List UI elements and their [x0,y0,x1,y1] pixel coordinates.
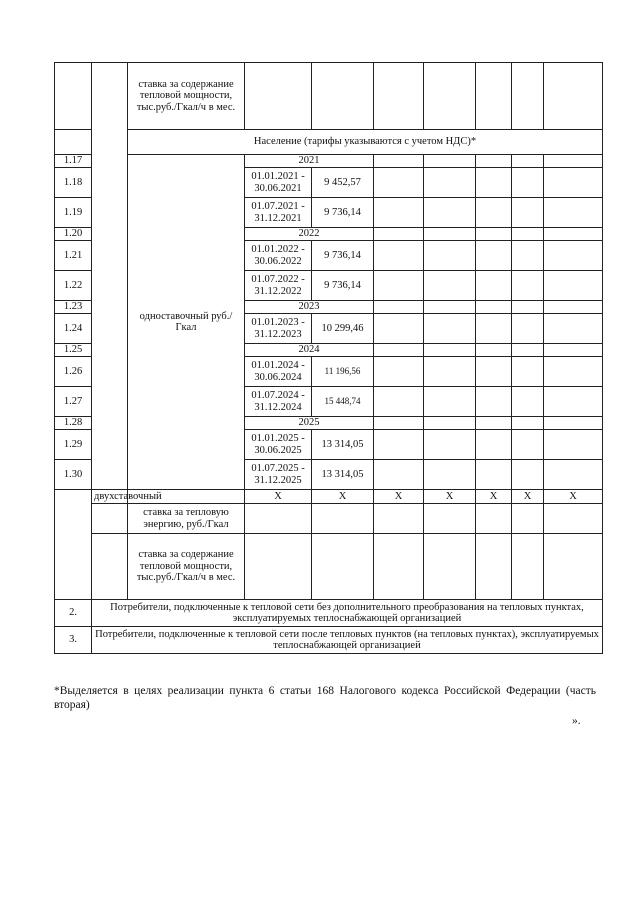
row-number: 1.26 [55,357,92,387]
year-label: 2024 [245,344,374,357]
x-mark: X [245,490,312,504]
year-label: 2023 [245,301,374,314]
period-label: 01.01.2025 - 30.06.2025 [245,430,312,460]
row-number: 1.20 [55,228,92,241]
row-number: 1.30 [55,460,92,490]
x-mark: X [476,490,512,504]
row-number: 1.25 [55,344,92,357]
table-row [55,155,603,168]
consumer-group-text: Потребители, подключенные к тепловой сети без дополнительного преобразования на тепловых пунктах, эксплуатируемых теплоснабжающей организацией [92,600,603,627]
period-label: 01.07.2021 - 31.12.2021 [245,198,312,228]
tariff-value: 10 299,46 [312,314,374,344]
table-row [55,490,603,504]
tariff-value: 9 736,14 [312,198,374,228]
table-row [55,504,603,534]
row-number: 1.23 [55,301,92,314]
period-label: 01.01.2021 - 30.06.2021 [245,168,312,198]
tariff-value: 13 314,05 [312,430,374,460]
x-mark: X [512,490,544,504]
tariff-table [54,62,603,654]
row-number: 1.19 [55,198,92,228]
period-label: 01.01.2023 - 31.12.2023 [245,314,312,344]
year-label: 2021 [245,155,374,168]
row-number: 1.27 [55,387,92,417]
one-rate-label: одноставочный руб./Гкал [128,155,245,490]
x-mark: X [374,490,424,504]
energy-rate-label: ставка за тепловую энергию, руб./Гкал [128,504,245,534]
tariff-value: 9 736,14 [312,241,374,271]
tariff-value: 9 452,57 [312,168,374,198]
capacity-rate-label: ставка за содержание тепловой мощности, тыс.руб./Гкал/ч в мес. [128,534,245,600]
table-row [55,627,603,654]
row-number: 3. [55,627,92,654]
table-row [55,600,603,627]
period-label: 01.07.2025 - 31.12.2025 [245,460,312,490]
row-number: 1.24 [55,314,92,344]
tariff-value: 9 736,14 [312,271,374,301]
footnote: *Выделяется в целях реализации пункта 6 статьи 168 Налогового кодекса Российской Федерации (часть вторая) [54,685,596,711]
row-number: 1.28 [55,417,92,430]
table-row [55,534,603,600]
row-number: 1.22 [55,271,92,301]
year-label: 2025 [245,417,374,430]
row-number: 2. [55,600,92,627]
year-label: 2022 [245,228,374,241]
tariff-value: 15 448,74 [312,387,374,417]
row-number: 1.17 [55,155,92,168]
param-label: ставка за содержание тепловой мощности, тыс.руб./Гкал/ч в мес. [128,63,245,130]
x-mark: X [312,490,374,504]
period-label: 01.01.2024 - 30.06.2024 [245,357,312,387]
row-number: 1.29 [55,430,92,460]
section-title: Население (тарифы указываются с учетом НДС)* [128,130,603,155]
tariff-value: 11 196,56 [312,357,374,387]
tariff-value: 13 314,05 [312,460,374,490]
consumer-group-text: Потребители, подключенные к тепловой сети после тепловых пунктов (на тепловых пунктах), эксплуатируемых теплоснабжающей организацией [92,627,603,654]
table-row [55,63,603,130]
x-mark: X [544,490,603,504]
row-number: 1.21 [55,241,92,271]
period-label: 01.07.2024 - 31.12.2024 [245,387,312,417]
period-label: 01.07.2022 - 31.12.2022 [245,271,312,301]
period-label: 01.01.2022 - 30.06.2022 [245,241,312,271]
closing-mark: ». [572,715,581,727]
two-rate-label: двухставочный [92,490,128,504]
table-row [55,130,603,155]
row-number: 1.18 [55,168,92,198]
x-mark: X [424,490,476,504]
